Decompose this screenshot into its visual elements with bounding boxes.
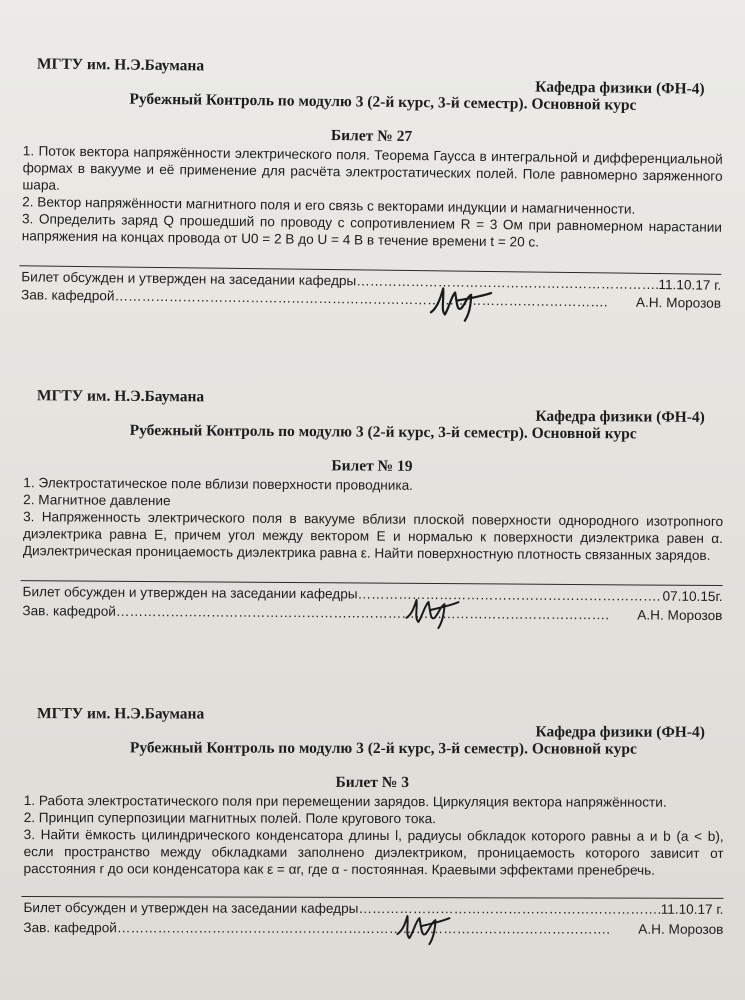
approval-text: Билет обсужден и утвержден на заседании кафедры………………………………………………………….	[23, 900, 662, 917]
divider-line	[21, 896, 723, 899]
head-name: А.Н. Морозов	[638, 921, 724, 937]
ticket-number: Билет № 27	[330, 127, 413, 146]
signature-mark	[427, 282, 497, 323]
approval-date: 07.10.15г.	[662, 588, 723, 605]
question-1: 1. Поток вектора напряжённости электрического поля. Теорема Гаусса в интегральной и дифференциальной формах в вакууме и её применение для расчёта электростатических полей. Поле равномерно заряженного шара.	[22, 143, 723, 193]
ticket-19	[0, 387, 745, 624]
ticket-3	[0, 705, 745, 937]
university-name: МГТУ им. Н.Э.Баумана	[36, 705, 205, 723]
department-name: Кафедра физики (ФН-4)	[535, 407, 705, 426]
signature-mark	[393, 910, 453, 946]
department-name: Кафедра физики (ФН-4)	[535, 78, 705, 98]
head-name: А.Н. Морозов	[637, 607, 723, 624]
question-2: 2. Вектор напряжённости магнитного поля и его связь с векторами индукции и намагниченности.	[22, 194, 636, 217]
department-name: Кафедра физики (ФН-4)	[535, 723, 705, 741]
university-name: МГТУ им. Н.Э.Баумана	[36, 55, 205, 75]
head-name: А.Н. Морозов	[635, 294, 722, 311]
approval-date: 11.10.17 г.	[658, 277, 722, 293]
head-line	[22, 603, 722, 623]
head-line	[23, 920, 723, 937]
ticket-title: Рубежный Контроль по модулю 3 (2-й курс, 3-й семестр). Основной курс	[129, 421, 637, 443]
ticket-questions	[24, 792, 724, 879]
question-3: 3. Напряженность электрического поля в вакууме вблизи плоской поверхности однородного изотропного диэлектрика равна E, причем угол между вектором E и нормалью к поверхности диэлектрика равен α. Диэлектрическая проницаемость диэлектрика равна ε. Найти поверхностную плотность связанных зарядов.	[22, 509, 724, 563]
approval-line	[23, 584, 723, 604]
approval-date: 11.10.17 г.	[660, 901, 724, 917]
head-label: Зав. кафедрой……………………………………………………………………………………………….	[22, 603, 610, 623]
ticket-title: Рубежный Контроль по модулю 3 (2-й курс, 3-й семестр). Основной курс	[129, 739, 637, 758]
ticket-number: Билет № 19	[331, 457, 413, 475]
signature-mark	[402, 594, 462, 630]
ticket-questions	[23, 474, 724, 564]
question-2: 2. Магнитное давление	[23, 492, 171, 509]
approval-text: Билет обсужден и утвержден на заседании кафедры………………………………………………………….	[22, 584, 661, 604]
ticket-number: Билет № 3	[335, 773, 410, 792]
head-label: Зав. кафедрой……………………………………………………………………………………………….	[23, 920, 611, 937]
approval-text: Билет обсужден и утвержден на заседании кафедры………………………………………………………….	[21, 269, 660, 293]
question-1: 1. Электростатическое поле вблизи поверхности проводника.	[23, 475, 414, 493]
question-2: 2. Принцип суперпозиции магнитных полей. Поле кругового тока.	[23, 810, 437, 827]
head-label: Зав. кафедрой……………………………………………………………………………………………….	[20, 287, 608, 310]
question-3: 3. Найти ёмкость цилиндрического конденсатора длины l, радиусы обкладок которого равны a и b (a < b), если пространство между обкладками заполнено диэлектриком, проницаемость которого зависит от расстояния r до оси конденсатора как ε = αr, где α - постоянная. Краевыми эффектами пренебречь.	[23, 827, 724, 878]
ticket-27	[0, 55, 745, 311]
question-3: 3. Определить заряд Q прошедший по проводу с сопротивлением R = 3 Ом при равномерном нарастании напряжения на концах провода от U0 = 2 В до U = 4 В в течение времени t = 20 с.	[21, 211, 723, 250]
question-1: 1. Работа электростатического поля при перемещении зарядов. Циркуляция вектора напряжённости.	[23, 793, 667, 810]
university-name: МГТУ им. Н.Э.Баумана	[36, 387, 205, 406]
ticket-questions	[22, 142, 723, 253]
approval-line	[23, 900, 723, 917]
ticket-title: Рубежный Контроль по модулю 3 (2-й курс, 3-й семестр). Основной курс	[129, 90, 637, 114]
